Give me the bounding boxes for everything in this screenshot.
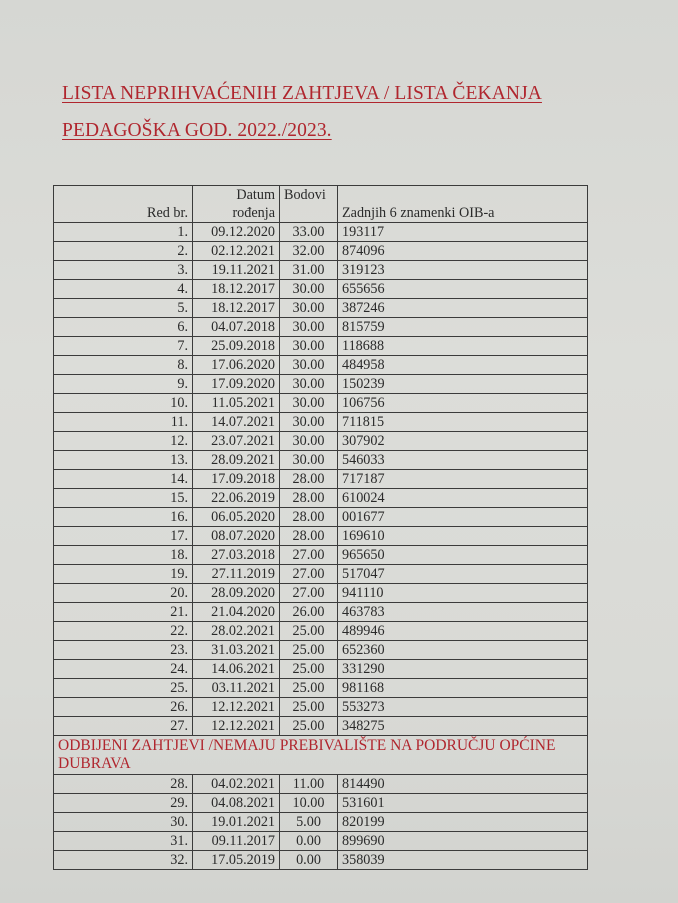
birth-date: 04.02.2021 xyxy=(193,775,280,794)
table-row xyxy=(54,622,588,641)
row-number: 29. xyxy=(54,794,193,813)
points: 10.00 xyxy=(280,794,338,813)
table-row xyxy=(54,451,588,470)
points: 11.00 xyxy=(280,775,338,794)
table-row xyxy=(54,584,588,603)
birth-date: 19.11.2021 xyxy=(193,261,280,280)
oib-last-6: 489946 xyxy=(338,622,588,641)
row-number: 5. xyxy=(54,299,193,318)
points: 30.00 xyxy=(280,375,338,394)
oib-last-6: 331290 xyxy=(338,660,588,679)
points: 30.00 xyxy=(280,299,338,318)
birth-date: 17.09.2020 xyxy=(193,375,280,394)
oib-last-6: 484958 xyxy=(338,356,588,375)
points: 25.00 xyxy=(280,660,338,679)
points: 27.00 xyxy=(280,584,338,603)
table-row xyxy=(54,832,588,851)
table-row xyxy=(54,565,588,584)
oib-last-6: 874096 xyxy=(338,242,588,261)
oib-last-6: 815759 xyxy=(338,318,588,337)
birth-date: 03.11.2021 xyxy=(193,679,280,698)
table-row xyxy=(54,432,588,451)
points: 30.00 xyxy=(280,356,338,375)
table-row xyxy=(54,698,588,717)
birth-date: 19.01.2021 xyxy=(193,813,280,832)
oib-last-6: 348275 xyxy=(338,717,588,736)
table-row xyxy=(54,717,588,736)
table-header-row xyxy=(54,186,588,223)
birth-date: 28.09.2021 xyxy=(193,451,280,470)
header-red-br: Red br. xyxy=(54,186,193,223)
table-row xyxy=(54,375,588,394)
points: 27.00 xyxy=(280,565,338,584)
points: 0.00 xyxy=(280,851,338,870)
points: 0.00 xyxy=(280,832,338,851)
points: 33.00 xyxy=(280,223,338,242)
birth-date: 27.03.2018 xyxy=(193,546,280,565)
row-number: 6. xyxy=(54,318,193,337)
row-number: 26. xyxy=(54,698,193,717)
table-row xyxy=(54,337,588,356)
table-row xyxy=(54,413,588,432)
points: 25.00 xyxy=(280,698,338,717)
table-row xyxy=(54,223,588,242)
table-row xyxy=(54,851,588,870)
row-number: 25. xyxy=(54,679,193,698)
oib-last-6: 118688 xyxy=(338,337,588,356)
birth-date: 14.06.2021 xyxy=(193,660,280,679)
oib-last-6: 941110 xyxy=(338,584,588,603)
header-datum-line2: rođenja xyxy=(232,205,275,221)
points: 25.00 xyxy=(280,717,338,736)
row-number: 28. xyxy=(54,775,193,794)
table-row xyxy=(54,527,588,546)
birth-date: 31.03.2021 xyxy=(193,641,280,660)
row-number: 17. xyxy=(54,527,193,546)
birth-date: 18.12.2017 xyxy=(193,280,280,299)
oib-last-6: 387246 xyxy=(338,299,588,318)
table-row xyxy=(54,489,588,508)
row-number: 9. xyxy=(54,375,193,394)
oib-last-6: 193117 xyxy=(338,223,588,242)
birth-date: 17.05.2019 xyxy=(193,851,280,870)
row-number: 11. xyxy=(54,413,193,432)
row-number: 20. xyxy=(54,584,193,603)
table-row xyxy=(54,470,588,489)
row-number: 19. xyxy=(54,565,193,584)
row-number: 22. xyxy=(54,622,193,641)
oib-last-6: 717187 xyxy=(338,470,588,489)
oib-last-6: 358039 xyxy=(338,851,588,870)
table-row xyxy=(54,641,588,660)
points: 28.00 xyxy=(280,508,338,527)
waiting-list-table xyxy=(53,185,588,870)
oib-last-6: 655656 xyxy=(338,280,588,299)
oib-last-6: 106756 xyxy=(338,394,588,413)
table-row xyxy=(54,394,588,413)
oib-last-6: 169610 xyxy=(338,527,588,546)
birth-date: 22.06.2019 xyxy=(193,489,280,508)
table-row xyxy=(54,280,588,299)
points: 5.00 xyxy=(280,813,338,832)
points: 30.00 xyxy=(280,413,338,432)
birth-date: 02.12.2021 xyxy=(193,242,280,261)
birth-date: 12.12.2021 xyxy=(193,717,280,736)
oib-last-6: 820199 xyxy=(338,813,588,832)
row-number: 18. xyxy=(54,546,193,565)
oib-last-6: 150239 xyxy=(338,375,588,394)
row-number: 21. xyxy=(54,603,193,622)
birth-date: 08.07.2020 xyxy=(193,527,280,546)
table-row xyxy=(54,318,588,337)
points: 26.00 xyxy=(280,603,338,622)
rejected-section-row xyxy=(54,736,588,775)
points: 25.00 xyxy=(280,641,338,660)
row-number: 24. xyxy=(54,660,193,679)
row-number: 30. xyxy=(54,813,193,832)
oib-last-6: 899690 xyxy=(338,832,588,851)
table-row xyxy=(54,242,588,261)
header-oib: Zadnjih 6 znamenki OIB-a xyxy=(338,186,588,223)
row-number: 27. xyxy=(54,717,193,736)
table-row xyxy=(54,794,588,813)
row-number: 32. xyxy=(54,851,193,870)
birth-date: 14.07.2021 xyxy=(193,413,280,432)
oib-last-6: 814490 xyxy=(338,775,588,794)
table-row xyxy=(54,813,588,832)
birth-date: 06.05.2020 xyxy=(193,508,280,527)
table-row xyxy=(54,775,588,794)
table-row xyxy=(54,356,588,375)
row-number: 10. xyxy=(54,394,193,413)
row-number: 23. xyxy=(54,641,193,660)
row-number: 13. xyxy=(54,451,193,470)
row-number: 2. xyxy=(54,242,193,261)
table-row xyxy=(54,603,588,622)
points: 25.00 xyxy=(280,679,338,698)
birth-date: 11.05.2021 xyxy=(193,394,280,413)
table-row xyxy=(54,546,588,565)
row-number: 31. xyxy=(54,832,193,851)
points: 30.00 xyxy=(280,432,338,451)
points: 30.00 xyxy=(280,394,338,413)
table-row xyxy=(54,508,588,527)
points: 28.00 xyxy=(280,527,338,546)
birth-date: 12.12.2021 xyxy=(193,698,280,717)
birth-date: 17.09.2018 xyxy=(193,470,280,489)
table-row xyxy=(54,299,588,318)
oib-last-6: 610024 xyxy=(338,489,588,508)
row-number: 3. xyxy=(54,261,193,280)
table-row xyxy=(54,679,588,698)
birth-date: 27.11.2019 xyxy=(193,565,280,584)
birth-date: 04.07.2018 xyxy=(193,318,280,337)
points: 30.00 xyxy=(280,280,338,299)
points: 25.00 xyxy=(280,622,338,641)
table-row xyxy=(54,660,588,679)
oib-last-6: 463783 xyxy=(338,603,588,622)
header-datum-rodenja xyxy=(193,186,280,223)
oib-last-6: 319123 xyxy=(338,261,588,280)
birth-date: 04.08.2021 xyxy=(193,794,280,813)
birth-date: 23.07.2021 xyxy=(193,432,280,451)
birth-date: 28.09.2020 xyxy=(193,584,280,603)
header-bodovi: Bodovi xyxy=(280,186,338,223)
oib-last-6: 546033 xyxy=(338,451,588,470)
row-number: 8. xyxy=(54,356,193,375)
oib-last-6: 553273 xyxy=(338,698,588,717)
row-number: 16. xyxy=(54,508,193,527)
header-datum-line1: Datum xyxy=(236,187,275,203)
birth-date: 28.02.2021 xyxy=(193,622,280,641)
birth-date: 25.09.2018 xyxy=(193,337,280,356)
oib-last-6: 001677 xyxy=(338,508,588,527)
document-subtitle: PEDAGOŠKA GOD. 2022./2023. xyxy=(62,120,332,141)
points: 31.00 xyxy=(280,261,338,280)
oib-last-6: 307902 xyxy=(338,432,588,451)
row-number: 4. xyxy=(54,280,193,299)
oib-last-6: 965650 xyxy=(338,546,588,565)
document-title: LISTA NEPRIHVAĆENIH ZAHTJEVA / LISTA ČEKANJA xyxy=(62,83,542,104)
oib-last-6: 531601 xyxy=(338,794,588,813)
points: 30.00 xyxy=(280,337,338,356)
oib-last-6: 711815 xyxy=(338,413,588,432)
points: 27.00 xyxy=(280,546,338,565)
oib-last-6: 981168 xyxy=(338,679,588,698)
oib-last-6: 652360 xyxy=(338,641,588,660)
birth-date: 17.06.2020 xyxy=(193,356,280,375)
points: 30.00 xyxy=(280,318,338,337)
birth-date: 21.04.2020 xyxy=(193,603,280,622)
row-number: 12. xyxy=(54,432,193,451)
row-number: 7. xyxy=(54,337,193,356)
points: 28.00 xyxy=(280,489,338,508)
table-row xyxy=(54,261,588,280)
row-number: 15. xyxy=(54,489,193,508)
row-number: 14. xyxy=(54,470,193,489)
birth-date: 18.12.2017 xyxy=(193,299,280,318)
row-number: 1. xyxy=(54,223,193,242)
rejected-section-label: ODBIJENI ZAHTJEVI /NEMAJU PREBIVALIŠTE NA PODRUČJU OPĆINE DUBRAVA xyxy=(54,736,588,775)
oib-last-6: 517047 xyxy=(338,565,588,584)
points: 28.00 xyxy=(280,470,338,489)
points: 30.00 xyxy=(280,451,338,470)
birth-date: 09.12.2020 xyxy=(193,223,280,242)
points: 32.00 xyxy=(280,242,338,261)
birth-date: 09.11.2017 xyxy=(193,832,280,851)
